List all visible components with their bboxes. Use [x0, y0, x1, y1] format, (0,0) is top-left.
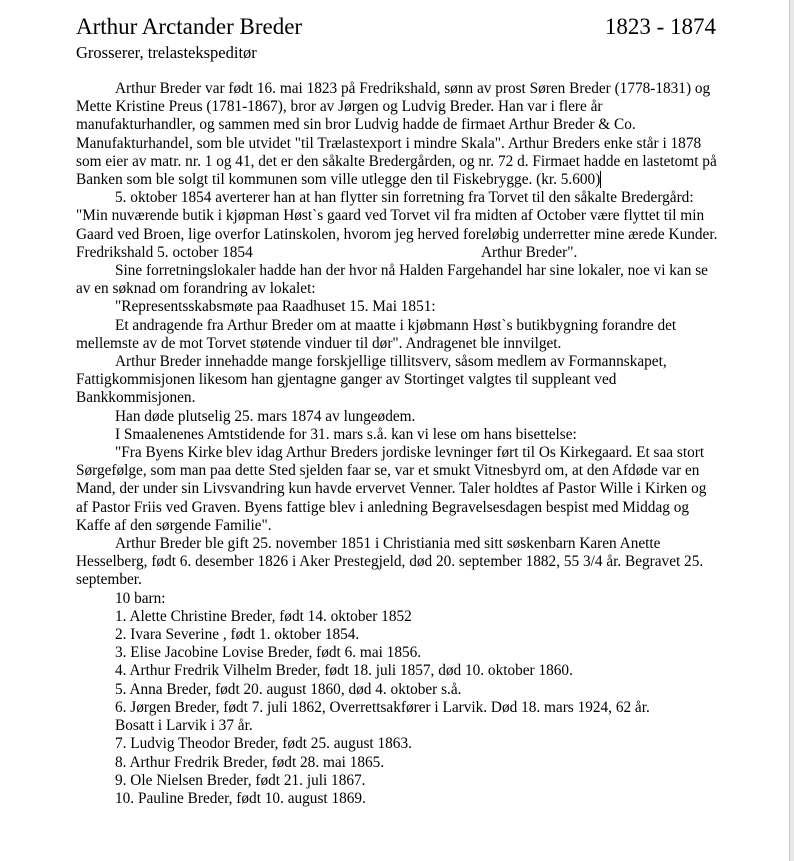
document-body[interactable] [76, 80, 722, 808]
title-row [76, 12, 716, 42]
list-item: 4. Arthur Fredrik Vilhelm Breder, født 18. juli 1857, død 10. oktober 1860. [115, 662, 573, 680]
list-item: Bosatt i Larvik i 37 år. [115, 717, 253, 735]
paragraph-premises: Sine forretningslokaler hadde han der hvor nå Halden Fargehandel har sine lokaler, noe vi kan se av en søknad om forandring av lokalet: [76, 262, 708, 298]
children-heading: 10 barn: [115, 589, 166, 607]
advert-signature [76, 244, 722, 262]
list-item: 10. Pauline Breder, født 10. august 1869. [115, 789, 366, 807]
paragraph-quote-body: Et andragende fra Arthur Breder om at maatte i kjøbmann Høst`s butikbygning forandre det mellemste av de mot Torvet støtende vinduer til dør". Andragenet ble innvilget. [76, 316, 677, 352]
paragraph-biography [76, 80, 722, 189]
paragraph-newspaper: I Smaalenenes Amtstidende for 31. mars s.å. kan vi lese om hans bisettelse: [115, 425, 577, 443]
occupation: Grosserer, trelastekspeditør [76, 43, 257, 62]
list-item: 3. Elise Jacobine Lovise Breder, født 6. mai 1856. [115, 644, 422, 662]
list-item: 6. Jørgen Breder, født 7. juli 1862, Overrettsakfører i Larvik. Død 18. mars 1924, 62 år. [115, 698, 650, 716]
signature-name: Arthur Breder". [481, 243, 578, 261]
list-item: 7. Ludvig Theodor Breder, født 25. august 1863. [115, 735, 412, 753]
list-item: 2. Ivara Severine , født 1. oktober 1854. [115, 626, 360, 644]
paragraph-marriage: Arthur Breder ble gift 25. november 1851 i Christiania med sitt søskenbarn Karen Anette Hesselberg, født 6. desember 1826 i Aker Prestegjeld, død 20. september 1882, 55 3/4 år. Begravet 25. september. [76, 535, 704, 589]
list-item: 5. Anna Breder, født 20. august 1860, død 4. oktober s.å. [115, 680, 462, 698]
paragraph-advert: 5. oktober 1854 averterer han at han flytter sin forretning fra Torvet til den såkalte Bredergård: "Min nuværende butik i kjøpman Høst`s gaard ved Torvet vil fra midten af October være flyttet til min Gaard ved Broen, lige overfor Latinskolen, hvorom jeg herved foreløbig underretter mine ærede Kunder. [76, 189, 718, 243]
children-list [76, 608, 722, 808]
life-years: 1823 - 1874 [604, 14, 716, 39]
page-edge [789, 0, 794, 861]
list-item: 8. Arthur Fredrik Breder, født 28. mai 1865. [115, 753, 385, 771]
paragraph-quote-heading: "Representsskabsmøte paa Raadhuset 15. Mai 1851: [115, 298, 436, 316]
document-page [76, 12, 716, 808]
person-name: Arthur Arctander Breder [76, 14, 303, 39]
paragraph-funeral-quote: "Fra Byens Kirke blev idag Arthur Breders jordiske levninger ført til Os Kirkegaard. Et saa stort Sørgefølge, som man paa dette Sted sjelden faar se, var et smukt Vitnesbyrd om, at den Afdøde var en Mand, der under sin Livsvandring kun havde ervervet Venner. Taler holdtes af Pastor Wille i Kirken og af Pastor Friis ved Graven. Byens fattige blev i anledning Begravelsesdagen bespist med Middag og Kaffe af den sørgende Familie". [76, 444, 707, 534]
list-item: 9. Ole Nielsen Breder, født 21. juli 1867. [115, 771, 366, 789]
paragraph-death: Han døde plutselig 25. mars 1874 av lungeødem. [115, 407, 416, 425]
paragraph-biography-text: Arthur Breder var født 16. mai 1823 på Fredrikshald, sønn av prost Søren Breder (1778-1831) og Mette Kristine Preus (1781-1867), bror av Jørgen og Ludvig Breder. Han var i flere år manufakturhandler, og sammen med sin bror Ludvig hadde de firmaet Arthur Breder & Co. Manufakturhandel, som ble utvidet "til Trælastexport i mindre Skala". Arthur Breders enke står i 1878 som eier av matr. nr. 1 og 41, det er den såkalte Bredergården, og nr. 72 d. Firmaet hadde en lastetomt på Banken som ble solgt til kommunen som ville utlegge den til Fiskebrygge. (kr. 5.600) [76, 80, 717, 189]
paragraph-offices: Arthur Breder innehadde mange forskjellige tillitsverv, såsom medlem av Formannskapet, Fattigkommisjonen likesom han gjentagne ganger av Stortinget valgtes til suppleant ved Bankkommisjonen. [76, 353, 667, 407]
text-cursor [600, 171, 601, 188]
list-item: 1. Alette Christine Breder, født 14. oktober 1852 [115, 607, 412, 625]
signature-place-date: Fredrikshald 5. october 1854 [76, 243, 253, 261]
